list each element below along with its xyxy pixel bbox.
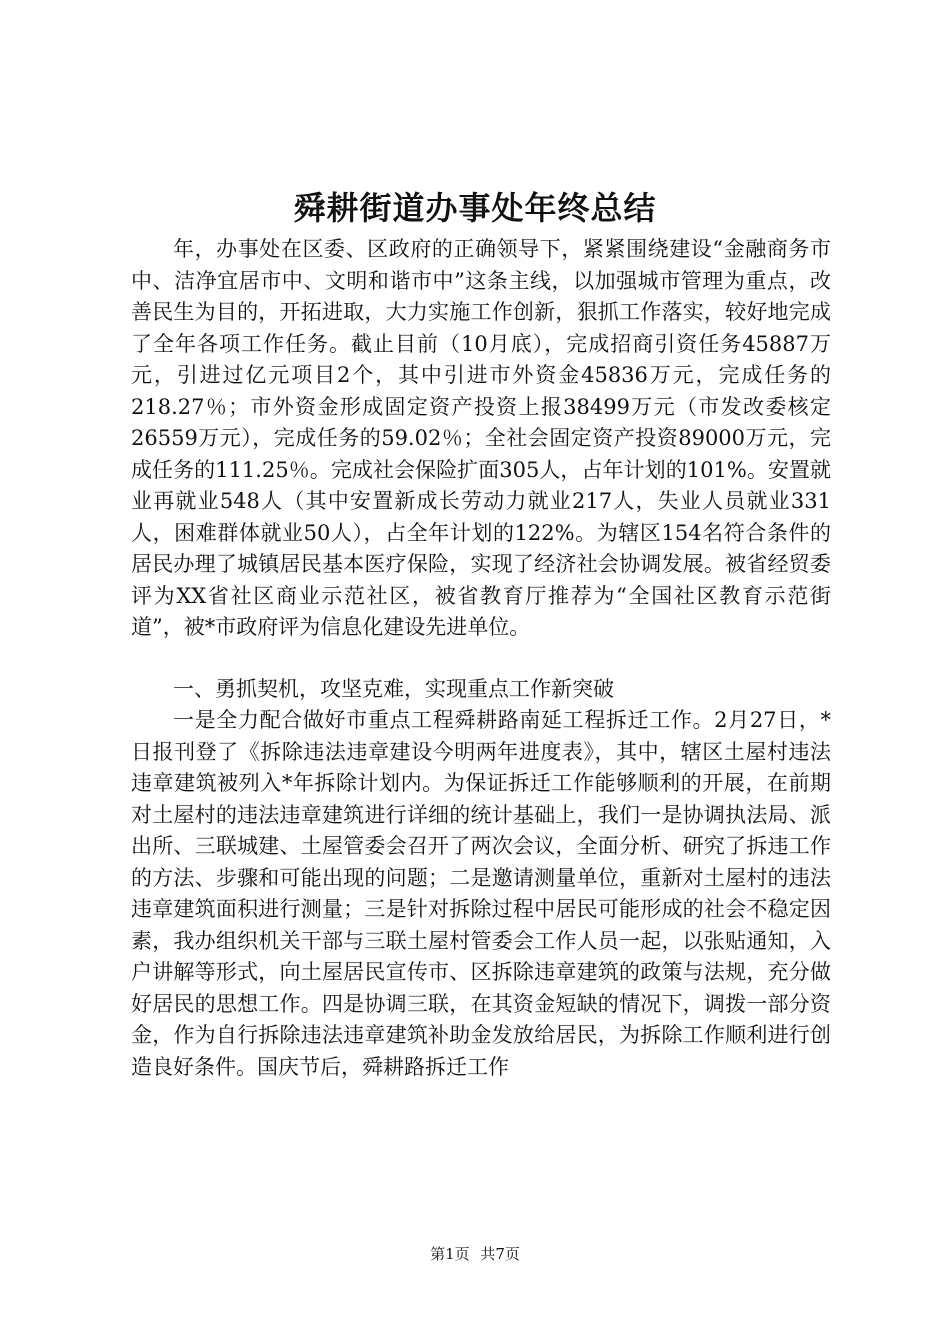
document-title: 舜耕街道办事处年终总结 bbox=[293, 189, 657, 227]
page-total: 共7页 bbox=[480, 1245, 520, 1263]
page-number: 第1页 bbox=[430, 1245, 470, 1263]
intro-paragraph: 年，办事处在区委、区政府的正确领导下，紧紧围绕建设“金融商务市中、洁净宜居市中、文明和谐市中”这条主线，以加强城市管理为重点，改善民生为目的，开拓进取，大力实施工作创新，狠抓工作落实，较好地完成了全年各项工作任务。截止目前（10月底），完成招商引资任务45887万元，引进过亿元项目2个，其中引进市外资金45836万元，完成任务的218.27％；市外资金形成固定资产投资上报38499万元（市发改委核定26559万元），完成任务的59.02％；全社会固定资产投资89000万元，完成任务的111.25％。完成社会保险扩面305人，占年计划的101%。安置就业再就业548人（其中安置新成长劳动力就业217人，失业人员就业331人，困难群体就业50人），占全年计划的122%。为辖区154名符合条件的居民办理了城镇居民基本医疗保险，实现了经济社会协调发展。被省经贸委评为XX省社区商业示范社区，被省教育厅推荐为“全国社区教育示范街道”，被*市政府评为信息化建设先进单位。 bbox=[131, 237, 831, 639]
page-footer bbox=[0, 1244, 950, 1264]
document-body bbox=[131, 234, 831, 1083]
section-paragraph: 一是全力配合做好市重点工程舜耕路南延工程拆迁工作。2月27日，*日报刊登了《拆除违法违章建设今明两年进度表》，其中，辖区土屋村违法违章建筑被列入*年拆除计划内。为保证拆迁工作能够顺利的开展，在前期对土屋村的违法违章建筑进行详细的统计基础上，我们一是协调执法局、派出所、三联城建、土屋管委会召开了两次会议，全面分析、研究了拆违工作的方法、步骤和可能出现的问题；二是邀请测量单位，重新对土屋村的违法违章建筑面积进行测量；三是针对拆除过程中居民可能形成的社会不稳定因素，我办组织机关干部与三联土屋村管委会工作人员一起，以张贴通知，入户讲解等形式，向土屋居民宣传市、区拆除违章建筑的政策与法规，充分做好居民的思想工作。四是协调三联，在其资金短缺的情况下，调拨一部分资金，作为自行拆除违法违章建筑补助金发放给居民，为拆除工作顺利进行创造良好条件。国庆节后，舜耕路拆迁工作 bbox=[131, 708, 831, 1079]
section-heading: 一、勇抓契机，攻坚克难，实现重点工作新突破 bbox=[173, 676, 614, 701]
